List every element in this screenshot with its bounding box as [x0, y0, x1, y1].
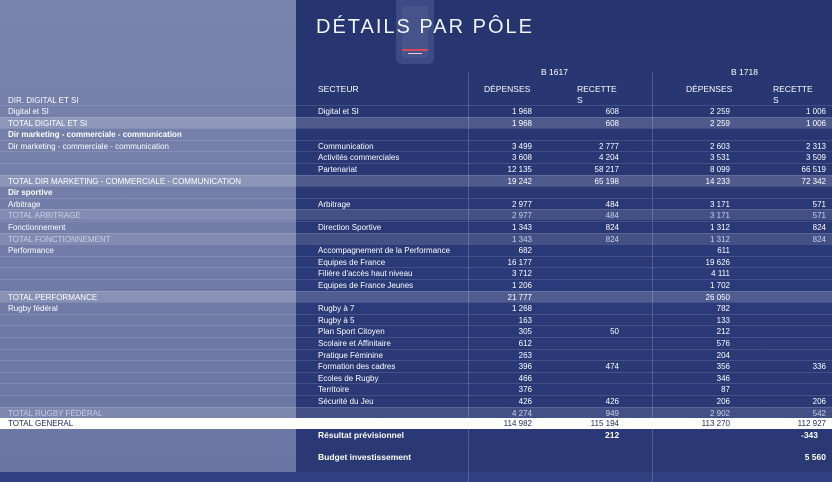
recettes-1617: 824 — [605, 234, 619, 244]
recettes-1718: 571 — [812, 211, 826, 221]
recettes-1617: 474 — [605, 362, 619, 372]
depenses-1617: 16 177 — [507, 257, 532, 267]
row-secteur: Territoire — [318, 385, 350, 395]
group-header-1617: B 1617 — [541, 67, 568, 77]
depenses-1718: 212 — [716, 327, 730, 337]
table-row — [0, 186, 832, 197]
row-secteur: Rugby à 5 — [318, 315, 355, 325]
table-row — [0, 291, 832, 302]
header-recettes-1718: RECETTE S — [773, 84, 813, 105]
row-secteur: Equipes de France Jeunes — [318, 281, 414, 290]
recettes-1718: 1 006 — [805, 107, 826, 116]
page-title: DÉTAILS PAR PÔLE — [316, 16, 534, 38]
depenses-1718: 26 050 — [705, 292, 730, 302]
row-secteur: Direction Sportive — [318, 223, 382, 232]
depenses-1617: 612 — [518, 339, 532, 348]
row-secteur: Arbitrage — [318, 199, 351, 209]
depenses-1617: 1 968 — [511, 118, 532, 128]
recettes-1718: 824 — [812, 223, 826, 232]
recettes-1617: 608 — [605, 118, 619, 128]
recettes-1617: 4 204 — [598, 153, 619, 163]
row-label: Dir sportive — [8, 188, 53, 198]
depenses-1718: 1 312 — [709, 223, 730, 232]
recettes-1718: 66 519 — [801, 165, 826, 174]
table-row — [0, 117, 832, 128]
depenses-1718: 356 — [716, 362, 730, 372]
depenses-1718: 2 259 — [709, 118, 730, 128]
depenses-1617: 1 343 — [511, 234, 532, 244]
row-secteur: Activités commerciales — [318, 153, 400, 163]
depenses-1718: 204 — [716, 350, 730, 360]
resultat-1617: 212 — [605, 430, 620, 440]
recettes-1718: 336 — [812, 362, 826, 372]
row-secteur: Ecoles de Rugby — [318, 373, 379, 383]
depenses-1617: 305 — [518, 327, 532, 337]
row-secteur: Equipes de France — [318, 257, 386, 267]
depenses-1718: 3 171 — [709, 211, 730, 221]
recettes-1718: 206 — [812, 397, 826, 406]
table-row — [0, 163, 832, 174]
depenses-1718: 206 — [716, 397, 730, 406]
depenses-1617: 3 608 — [511, 153, 532, 163]
recettes-1617: 58 217 — [594, 165, 619, 174]
recettes-1617: 65 198 — [594, 176, 619, 186]
depenses-1718: 2 259 — [709, 107, 730, 116]
row-secteur: Formation des cadres — [318, 362, 396, 372]
row-label: Dir marketing - commerciale - communication — [8, 141, 169, 151]
row-label: TOTAL FONCTIONNEMENT — [8, 234, 111, 244]
table-row — [0, 221, 832, 232]
recettes-1617: 115 194 — [590, 419, 619, 429]
resultat-1718: -343 — [800, 430, 818, 440]
table-row — [0, 383, 832, 394]
row-secteur: Accompagnement de la Performance — [318, 246, 451, 256]
depenses-1718: 576 — [716, 339, 730, 348]
depenses-1617: 19 242 — [507, 176, 532, 186]
budget-1718: 5 560 — [804, 452, 826, 462]
group-header-1718: B 1718 — [731, 67, 758, 77]
table-row — [0, 314, 832, 325]
depenses-1617: 1 968 — [511, 107, 532, 116]
depenses-1718: 3 531 — [709, 153, 730, 163]
depenses-1718: 113 270 — [701, 419, 730, 429]
table-row — [0, 360, 832, 371]
depenses-1617: 163 — [518, 315, 532, 325]
table-row — [0, 244, 832, 255]
recettes-1718: 3 509 — [805, 153, 826, 163]
recettes-1617: 50 — [610, 327, 619, 337]
header-recettes-1617: RECETTE S — [577, 84, 617, 105]
table-row — [0, 256, 832, 267]
row-label: Digital et SI — [8, 107, 49, 116]
row-label: Fonctionnement — [8, 223, 66, 232]
depenses-1718: 4 111 — [711, 269, 730, 279]
recettes-1718: 542 — [812, 408, 826, 418]
table-row — [0, 151, 832, 162]
table-row — [0, 325, 832, 336]
recettes-1617: 426 — [605, 397, 619, 406]
depenses-1617: 1 206 — [511, 281, 532, 290]
row-secteur: Pratique Féminine — [318, 350, 383, 360]
row-secteur: Filière d'accès haut niveau — [318, 269, 413, 279]
table-row — [0, 372, 832, 383]
depenses-1718: 133 — [716, 315, 730, 325]
recettes-1718: 571 — [812, 199, 826, 209]
recettes-1718: 824 — [812, 234, 826, 244]
depenses-1718: 8 099 — [709, 165, 730, 174]
depenses-1617: 1 268 — [511, 304, 532, 314]
resultat-label: Résultat prévisionnel — [318, 430, 404, 440]
row-label: TOTAL PERFORMANCE — [8, 292, 98, 302]
row-secteur: Communication — [318, 141, 374, 151]
depenses-1617: 466 — [518, 373, 532, 383]
depenses-1718: 14 233 — [705, 176, 730, 186]
depenses-1718: 87 — [721, 385, 730, 395]
header-depenses-1718: DÉPENSES — [686, 84, 733, 94]
table-row — [0, 267, 832, 278]
depenses-1617: 12 135 — [507, 165, 532, 174]
depenses-1617: 2 977 — [511, 211, 532, 221]
recettes-1718: 2 313 — [805, 141, 826, 151]
recettes-1617: 2 777 — [598, 141, 619, 151]
table-row — [0, 407, 832, 418]
row-secteur: Plan Sport Citoyen — [318, 327, 385, 337]
row-label: TOTAL DIGITAL ET SI — [8, 118, 88, 128]
table-row — [0, 233, 832, 244]
table-row — [0, 175, 832, 186]
row-label: Arbitrage — [8, 199, 41, 209]
budget-label: Budget investissement — [318, 452, 412, 462]
depenses-1718: 346 — [716, 373, 730, 383]
table-row — [0, 279, 832, 290]
row-label: Performance — [8, 246, 54, 256]
table-row — [0, 302, 832, 313]
table-row — [0, 349, 832, 360]
table-row — [0, 128, 832, 139]
section-label-digital: DIR. DIGITAL ET SI — [8, 96, 79, 105]
header-depenses-1617: DÉPENSES — [484, 84, 531, 94]
recettes-1718: 1 006 — [805, 118, 826, 128]
depenses-1617: 1 343 — [511, 223, 532, 232]
table-row — [0, 209, 832, 220]
depenses-1617: 376 — [518, 385, 532, 395]
row-label: TOTAL DIR MARKETING - COMMERCIALE - COMMUNICATION — [8, 176, 242, 186]
recettes-1718: 112 927 — [797, 419, 826, 429]
depenses-1718: 2 603 — [709, 141, 730, 151]
table-row — [0, 140, 832, 151]
depenses-1718: 782 — [716, 304, 730, 314]
depenses-1617: 263 — [518, 350, 532, 360]
depenses-1718: 19 626 — [705, 257, 730, 267]
title-accent-line-light — [408, 53, 422, 54]
depenses-1617: 3 499 — [511, 141, 532, 151]
depenses-1718: 1 702 — [709, 281, 730, 290]
table-row — [0, 337, 832, 348]
depenses-1718: 3 171 — [709, 199, 730, 209]
depenses-1617: 396 — [518, 362, 532, 372]
table-row — [0, 395, 832, 406]
depenses-1718: 611 — [717, 246, 730, 256]
row-label: Rugby fédéral — [8, 304, 58, 314]
depenses-1718: 2 902 — [709, 408, 730, 418]
title-accent-line — [402, 49, 428, 51]
recettes-1617: 484 — [605, 199, 619, 209]
recettes-1718: 72 342 — [801, 176, 826, 186]
depenses-1617: 682 — [518, 246, 532, 256]
recettes-1617: 824 — [605, 223, 619, 232]
row-secteur: Rugby à 7 — [318, 304, 355, 314]
depenses-1617: 2 977 — [511, 199, 532, 209]
row-label: Dir marketing - commerciale - communication — [8, 130, 182, 140]
row-label: TOTAL RUGBY FÉDÉRAL — [8, 408, 103, 418]
row-label: TOTAL ARBITRAGE — [8, 211, 81, 221]
depenses-1617: 3 712 — [511, 269, 532, 279]
table-row — [0, 105, 832, 116]
depenses-1617: 4 274 — [511, 408, 532, 418]
depenses-1718: 1 312 — [709, 234, 730, 244]
row-secteur: Digital et SI — [318, 107, 359, 116]
recettes-1617: 608 — [605, 107, 619, 116]
row-label: TOTAL GENERAL — [8, 419, 74, 429]
depenses-1617: 426 — [518, 397, 532, 406]
row-secteur: Scolaire et Affinitaire — [318, 339, 391, 348]
recettes-1617: 949 — [605, 408, 619, 418]
recettes-1617: 484 — [605, 211, 619, 221]
depenses-1617: 114 982 — [503, 419, 532, 429]
depenses-1617: 21 777 — [507, 292, 532, 302]
row-secteur: Partenariat — [318, 165, 358, 174]
row-secteur: Sécurité du Jeu — [318, 397, 374, 406]
table-row — [0, 418, 832, 429]
table-row — [0, 198, 832, 209]
header-secteur: SECTEUR — [318, 84, 359, 94]
